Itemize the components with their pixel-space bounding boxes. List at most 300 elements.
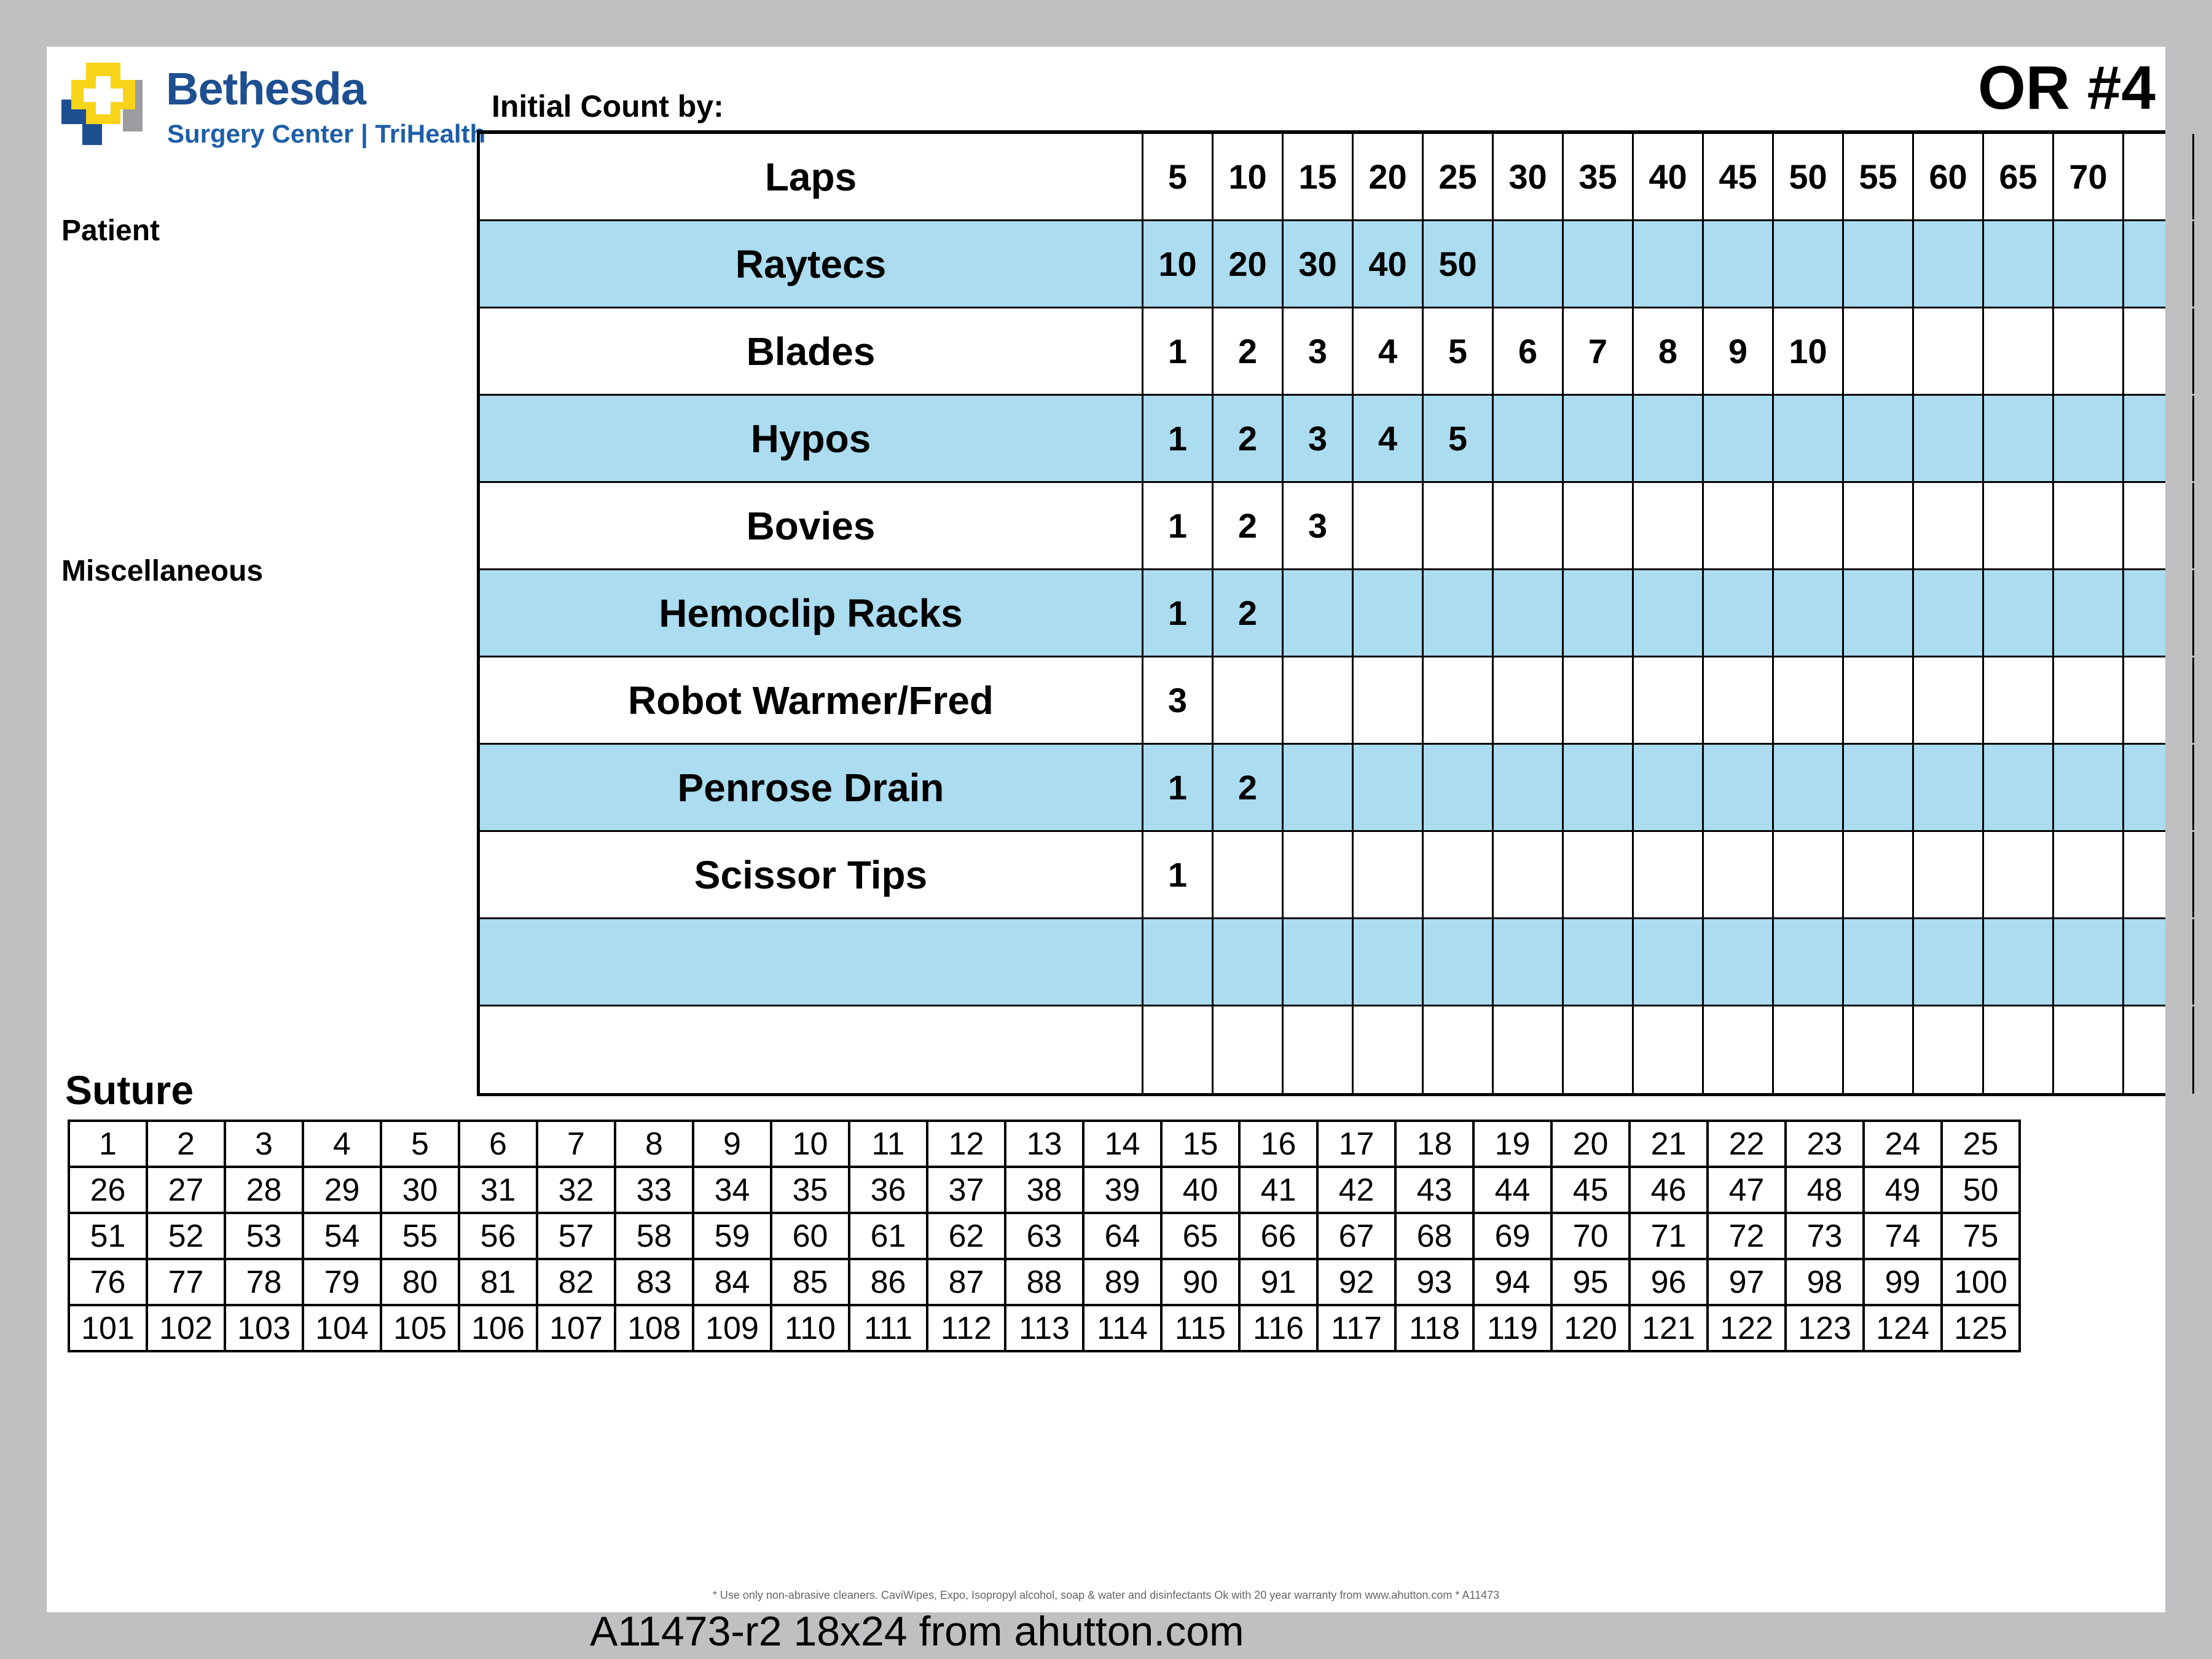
count-cell <box>1984 745 2054 830</box>
suture-cell: 45 <box>1551 1167 1630 1213</box>
count-cell: 2 <box>1214 745 1284 830</box>
suture-cell: 36 <box>849 1167 927 1213</box>
count-cell: 4 <box>1354 308 1424 394</box>
count-cell <box>1844 832 1914 917</box>
suture-cell: 37 <box>927 1167 1005 1213</box>
count-cell <box>2054 919 2124 1005</box>
suture-cell: 85 <box>771 1259 849 1305</box>
count-cell <box>2054 657 2124 743</box>
suture-title: Suture <box>65 1067 194 1113</box>
suture-cell: 55 <box>381 1213 459 1259</box>
count-cell <box>1494 657 1564 743</box>
count-cell <box>1704 832 1774 917</box>
count-cell: 5 <box>1424 308 1494 394</box>
suture-row <box>69 1213 2020 1259</box>
suture-cell: 107 <box>537 1305 615 1351</box>
initial-count-label: Initial Count by: <box>492 89 724 124</box>
count-cell <box>1354 919 1424 1005</box>
suture-cell: 111 <box>849 1305 927 1351</box>
count-cell <box>1774 919 1844 1005</box>
suture-cell: 5 <box>381 1121 459 1167</box>
suture-cell: 91 <box>1239 1259 1317 1305</box>
count-row-label: Hemoclip Racks <box>480 570 1143 656</box>
count-cell <box>1704 396 1774 481</box>
suture-cell: 7 <box>537 1121 615 1167</box>
suture-cell: 54 <box>303 1213 381 1259</box>
suture-cell: 31 <box>459 1167 537 1213</box>
suture-cell: 118 <box>1395 1305 1473 1351</box>
suture-cell: 93 <box>1395 1259 1473 1305</box>
count-cell <box>1564 832 1634 917</box>
count-cell: 30 <box>1284 221 1354 307</box>
count-cell <box>2054 1006 2124 1094</box>
count-cell <box>1284 745 1354 830</box>
suture-cell: 81 <box>459 1259 537 1305</box>
count-cell <box>1774 745 1844 830</box>
count-row-label <box>480 1006 1143 1094</box>
suture-cell: 82 <box>537 1259 615 1305</box>
suture-cell: 92 <box>1317 1259 1395 1305</box>
suture-cell: 48 <box>1786 1167 1864 1213</box>
count-cell <box>1774 396 1844 481</box>
suture-cell: 15 <box>1161 1121 1239 1167</box>
count-cell <box>2124 396 2194 481</box>
suture-cell: 103 <box>225 1305 303 1351</box>
suture-cell: 13 <box>1005 1121 1083 1167</box>
count-cell <box>2124 221 2194 307</box>
count-cell: 10 <box>1143 221 1214 307</box>
count-cell: 2 <box>1214 396 1284 481</box>
count-cell <box>1424 483 1494 568</box>
suture-cell: 19 <box>1473 1121 1551 1167</box>
count-cell <box>1914 570 1984 656</box>
suture-cell: 122 <box>1708 1305 1786 1351</box>
count-cell <box>1844 1006 1914 1094</box>
suture-cell: 114 <box>1083 1305 1161 1351</box>
count-cell <box>2054 570 2124 656</box>
count-cell: 2 <box>1214 483 1284 568</box>
count-row <box>480 745 2165 832</box>
count-row <box>480 308 2165 396</box>
count-cell <box>1494 1006 1564 1094</box>
suture-cell: 97 <box>1708 1259 1786 1305</box>
count-cell <box>1914 657 1984 743</box>
count-cell <box>1634 221 1704 307</box>
count-cell: 70 <box>2054 134 2124 219</box>
count-row <box>480 919 2165 1006</box>
count-cell <box>1774 483 1844 568</box>
suture-cell: 12 <box>927 1121 1005 1167</box>
cleaning-footnote: * Use only non-abrasive cleaners. CaviWipes, Expo, Isopropyl alcohol, soap & water and disinfectants Ok with 20 year warranty from www.ahutton.com * A11473 <box>712 1589 1500 1601</box>
suture-cell: 26 <box>69 1167 147 1213</box>
count-row <box>480 1006 2165 1094</box>
count-cell <box>1564 745 1634 830</box>
count-cell <box>1984 570 2054 656</box>
count-cell <box>2124 308 2194 394</box>
suture-cell: 50 <box>1942 1167 2020 1213</box>
count-cell <box>1284 919 1354 1005</box>
suture-cell: 66 <box>1239 1213 1317 1259</box>
count-cell: 8 <box>1634 308 1704 394</box>
suture-cell: 84 <box>693 1259 771 1305</box>
suture-cell: 22 <box>1708 1121 1786 1167</box>
count-cell <box>1984 919 2054 1005</box>
count-cell: 1 <box>1143 396 1214 481</box>
suture-cell: 64 <box>1083 1213 1161 1259</box>
count-row-label: Scissor Tips <box>480 832 1143 917</box>
count-cell <box>1844 657 1914 743</box>
count-cell <box>1424 832 1494 917</box>
suture-cell: 87 <box>927 1259 1005 1305</box>
suture-cell: 40 <box>1161 1167 1239 1213</box>
suture-cell: 14 <box>1083 1121 1161 1167</box>
count-cell: 65 <box>1984 134 2054 219</box>
count-cell <box>1634 657 1704 743</box>
count-cell <box>1844 396 1914 481</box>
suture-cell: 65 <box>1161 1213 1239 1259</box>
suture-cell: 95 <box>1551 1259 1630 1305</box>
suture-cell: 8 <box>615 1121 693 1167</box>
count-cell <box>1984 308 2054 394</box>
count-row <box>480 570 2165 657</box>
suture-cell: 78 <box>225 1259 303 1305</box>
suture-cell: 57 <box>537 1213 615 1259</box>
suture-cell: 24 <box>1864 1121 1942 1167</box>
suture-cell: 43 <box>1395 1167 1473 1213</box>
count-cell <box>1284 1006 1354 1094</box>
suture-cell: 67 <box>1317 1213 1395 1259</box>
suture-cell: 35 <box>771 1167 849 1213</box>
suture-cell: 75 <box>1942 1213 2020 1259</box>
count-cell <box>1564 657 1634 743</box>
count-row-label: Raytecs <box>480 221 1143 307</box>
count-cell <box>1354 745 1424 830</box>
suture-cell: 117 <box>1317 1305 1395 1351</box>
count-cell: 6 <box>1494 308 1564 394</box>
suture-cell: 60 <box>771 1213 849 1259</box>
suture-cell: 101 <box>69 1305 147 1351</box>
suture-cell: 9 <box>693 1121 771 1167</box>
suture-cell: 6 <box>459 1121 537 1167</box>
count-cell: 40 <box>1354 221 1424 307</box>
count-cell: 10 <box>1774 308 1844 394</box>
suture-cell: 49 <box>1864 1167 1942 1213</box>
count-cell <box>1564 570 1634 656</box>
suture-cell: 3 <box>225 1121 303 1167</box>
count-cell <box>1354 570 1424 656</box>
logo-subtitle: Surgery Center | TriHealth <box>167 119 486 148</box>
count-cell <box>1984 832 2054 917</box>
suture-cell: 86 <box>849 1259 927 1305</box>
count-cell: 3 <box>1284 308 1354 394</box>
suture-cell: 47 <box>1708 1167 1786 1213</box>
count-cell <box>1354 832 1424 917</box>
count-cell: 3 <box>1284 483 1354 568</box>
suture-cell: 99 <box>1864 1259 1942 1305</box>
count-row <box>480 657 2165 745</box>
count-cell <box>1143 919 1214 1005</box>
count-cell <box>1494 396 1564 481</box>
count-cell: 15 <box>1284 134 1354 219</box>
count-cell <box>1914 483 1984 568</box>
count-cell: 1 <box>1143 832 1214 917</box>
count-cell: 5 <box>1143 134 1214 219</box>
count-cell <box>1564 1006 1634 1094</box>
count-cell <box>1844 483 1914 568</box>
count-row <box>480 134 2165 221</box>
count-row-label: Bovies <box>480 483 1143 568</box>
count-cell <box>2124 570 2194 656</box>
suture-cell: 94 <box>1473 1259 1551 1305</box>
count-cell <box>1284 832 1354 917</box>
count-cell <box>1634 570 1704 656</box>
count-cell <box>2054 745 2124 830</box>
count-cell: 50 <box>1424 221 1494 307</box>
count-cell <box>1774 221 1844 307</box>
count-cell <box>2054 832 2124 917</box>
count-cell: 3 <box>1143 657 1214 743</box>
suture-cell: 58 <box>615 1213 693 1259</box>
suture-cell: 23 <box>1786 1121 1864 1167</box>
suture-cell: 4 <box>303 1121 381 1167</box>
suture-cell: 44 <box>1473 1167 1551 1213</box>
count-row-label: Laps <box>480 134 1143 219</box>
count-cell <box>1844 221 1914 307</box>
count-cell <box>1914 396 1984 481</box>
count-cell <box>1984 657 2054 743</box>
suture-cell: 90 <box>1161 1259 1239 1305</box>
count-cell <box>1424 1006 1494 1094</box>
count-cell <box>1494 221 1564 307</box>
count-cell <box>1494 570 1564 656</box>
suture-cell: 46 <box>1630 1167 1708 1213</box>
suture-row <box>69 1167 2020 1213</box>
count-cell <box>1704 745 1774 830</box>
count-row-label: Blades <box>480 308 1143 394</box>
count-cell <box>1214 919 1284 1005</box>
count-cell <box>1424 570 1494 656</box>
suture-cell: 71 <box>1630 1213 1708 1259</box>
count-cell: 7 <box>1564 308 1634 394</box>
count-cell <box>1354 483 1424 568</box>
count-cell <box>1424 745 1494 830</box>
count-row-label <box>480 919 1143 1005</box>
suture-cell: 41 <box>1239 1167 1317 1213</box>
count-cell <box>1704 657 1774 743</box>
count-cell <box>1564 483 1634 568</box>
suture-cell: 72 <box>1708 1213 1786 1259</box>
count-cell <box>1704 570 1774 656</box>
count-cell: 1 <box>1143 483 1214 568</box>
count-cell: 40 <box>1634 134 1704 219</box>
suture-cell: 20 <box>1551 1121 1630 1167</box>
suture-cell: 2 <box>147 1121 225 1167</box>
suture-cell: 38 <box>1005 1167 1083 1213</box>
suture-cell: 42 <box>1317 1167 1395 1213</box>
count-cell <box>1214 657 1284 743</box>
count-row-label: Robot Warmer/Fred <box>480 657 1143 743</box>
suture-cell: 121 <box>1630 1305 1708 1351</box>
suture-cell: 52 <box>147 1213 225 1259</box>
count-cell: 10 <box>1214 134 1284 219</box>
count-cell <box>2124 1006 2194 1094</box>
suture-cell: 120 <box>1551 1305 1630 1351</box>
suture-cell: 70 <box>1551 1213 1630 1259</box>
suture-cell: 28 <box>225 1167 303 1213</box>
count-cell <box>1214 832 1284 917</box>
count-cell: 30 <box>1494 134 1564 219</box>
count-cell <box>1844 570 1914 656</box>
suture-cell: 16 <box>1239 1121 1317 1167</box>
count-cell: 25 <box>1424 134 1494 219</box>
count-row <box>480 396 2165 483</box>
suture-cell: 116 <box>1239 1305 1317 1351</box>
suture-row <box>69 1259 2020 1305</box>
count-cell <box>1424 919 1494 1005</box>
count-cell: 3 <box>1284 396 1354 481</box>
count-cell <box>2054 221 2124 307</box>
count-cell <box>1914 745 1984 830</box>
count-cell <box>1774 1006 1844 1094</box>
suture-cell: 89 <box>1083 1259 1161 1305</box>
count-cell: 9 <box>1704 308 1774 394</box>
suture-cell: 77 <box>147 1259 225 1305</box>
suture-row <box>69 1305 2020 1351</box>
count-cell <box>1774 832 1844 917</box>
count-cell <box>2054 308 2124 394</box>
suture-cell: 32 <box>537 1167 615 1213</box>
suture-cell: 59 <box>693 1213 771 1259</box>
count-cell: 2 <box>1214 308 1284 394</box>
suture-cell: 63 <box>1005 1213 1083 1259</box>
count-cell <box>1774 570 1844 656</box>
suture-grid <box>68 1120 2021 1352</box>
suture-cell: 30 <box>381 1167 459 1213</box>
suture-cell: 105 <box>381 1305 459 1351</box>
count-cell <box>1494 919 1564 1005</box>
count-row <box>480 483 2165 570</box>
count-cell: 35 <box>1564 134 1634 219</box>
count-row <box>480 832 2165 919</box>
count-cell <box>1284 657 1354 743</box>
count-cell <box>1564 919 1634 1005</box>
count-cell <box>1704 1006 1774 1094</box>
suture-cell: 125 <box>1942 1305 2020 1351</box>
count-cell <box>2054 396 2124 481</box>
count-row-label: Penrose Drain <box>480 745 1143 830</box>
suture-cell: 17 <box>1317 1121 1395 1167</box>
count-cell <box>1354 657 1424 743</box>
count-cell <box>1354 1006 1424 1094</box>
whiteboard <box>47 47 2165 1612</box>
count-cell <box>2054 483 2124 568</box>
suture-cell: 109 <box>693 1305 771 1351</box>
count-cell <box>1914 221 1984 307</box>
count-cell: 20 <box>1354 134 1424 219</box>
count-cell <box>1634 919 1704 1005</box>
suture-cell: 123 <box>1786 1305 1864 1351</box>
count-cell <box>1634 832 1704 917</box>
suture-cell: 1 <box>69 1121 147 1167</box>
suture-cell: 110 <box>771 1305 849 1351</box>
suture-cell: 33 <box>615 1167 693 1213</box>
suture-cell: 112 <box>927 1305 1005 1351</box>
suture-cell: 100 <box>1942 1259 2020 1305</box>
suture-cell: 11 <box>849 1121 927 1167</box>
suture-cell: 53 <box>225 1213 303 1259</box>
suture-cell: 56 <box>459 1213 537 1259</box>
suture-cell: 62 <box>927 1213 1005 1259</box>
count-cell <box>1984 483 2054 568</box>
count-cell: 60 <box>1914 134 1984 219</box>
count-row-label: Hypos <box>480 396 1143 481</box>
count-cell: 5 <box>1424 396 1494 481</box>
suture-cell: 29 <box>303 1167 381 1213</box>
count-cell: 55 <box>1844 134 1914 219</box>
suture-cell: 76 <box>69 1259 147 1305</box>
suture-cell: 25 <box>1942 1121 2020 1167</box>
count-cell <box>1704 919 1774 1005</box>
miscellaneous-label: Miscellaneous <box>61 555 264 587</box>
count-cell <box>1844 745 1914 830</box>
suture-cell: 18 <box>1395 1121 1473 1167</box>
count-cell <box>2124 745 2194 830</box>
count-cell: 20 <box>1214 221 1284 307</box>
suture-cell: 27 <box>147 1167 225 1213</box>
suture-cell: 108 <box>615 1305 693 1351</box>
count-cell <box>1143 1006 1214 1094</box>
suture-cell: 51 <box>69 1213 147 1259</box>
count-cell <box>1984 1006 2054 1094</box>
count-cell <box>1564 221 1634 307</box>
count-grid <box>477 130 2165 1096</box>
count-cell <box>1634 745 1704 830</box>
count-cell: 2 <box>1214 570 1284 656</box>
count-row <box>480 221 2165 308</box>
suture-cell: 21 <box>1630 1121 1708 1167</box>
suture-cell: 61 <box>849 1213 927 1259</box>
logo-name: Bethesda <box>166 63 366 114</box>
count-cell <box>1704 221 1774 307</box>
cross-logo-icon <box>61 63 143 145</box>
count-cell <box>1634 483 1704 568</box>
suture-cell: 96 <box>1630 1259 1708 1305</box>
count-cell <box>1494 745 1564 830</box>
count-cell <box>2124 832 2194 917</box>
suture-cell: 106 <box>459 1305 537 1351</box>
count-cell: 1 <box>1143 745 1214 830</box>
count-cell <box>2124 919 2194 1005</box>
count-cell <box>1634 1006 1704 1094</box>
count-cell <box>2124 483 2194 568</box>
count-cell <box>1494 832 1564 917</box>
or-number: OR #4 <box>1977 53 2155 122</box>
count-cell <box>2124 134 2194 219</box>
suture-row <box>69 1121 2020 1167</box>
count-cell <box>1844 919 1914 1005</box>
count-cell <box>1284 570 1354 656</box>
count-cell <box>1914 1006 1984 1094</box>
count-cell <box>1914 832 1984 917</box>
suture-cell: 10 <box>771 1121 849 1167</box>
count-cell <box>1984 221 2054 307</box>
count-cell <box>1634 396 1704 481</box>
suture-cell: 73 <box>1786 1213 1864 1259</box>
suture-cell: 39 <box>1083 1167 1161 1213</box>
count-cell: 4 <box>1354 396 1424 481</box>
count-cell <box>1214 1006 1284 1094</box>
suture-cell: 88 <box>1005 1259 1083 1305</box>
